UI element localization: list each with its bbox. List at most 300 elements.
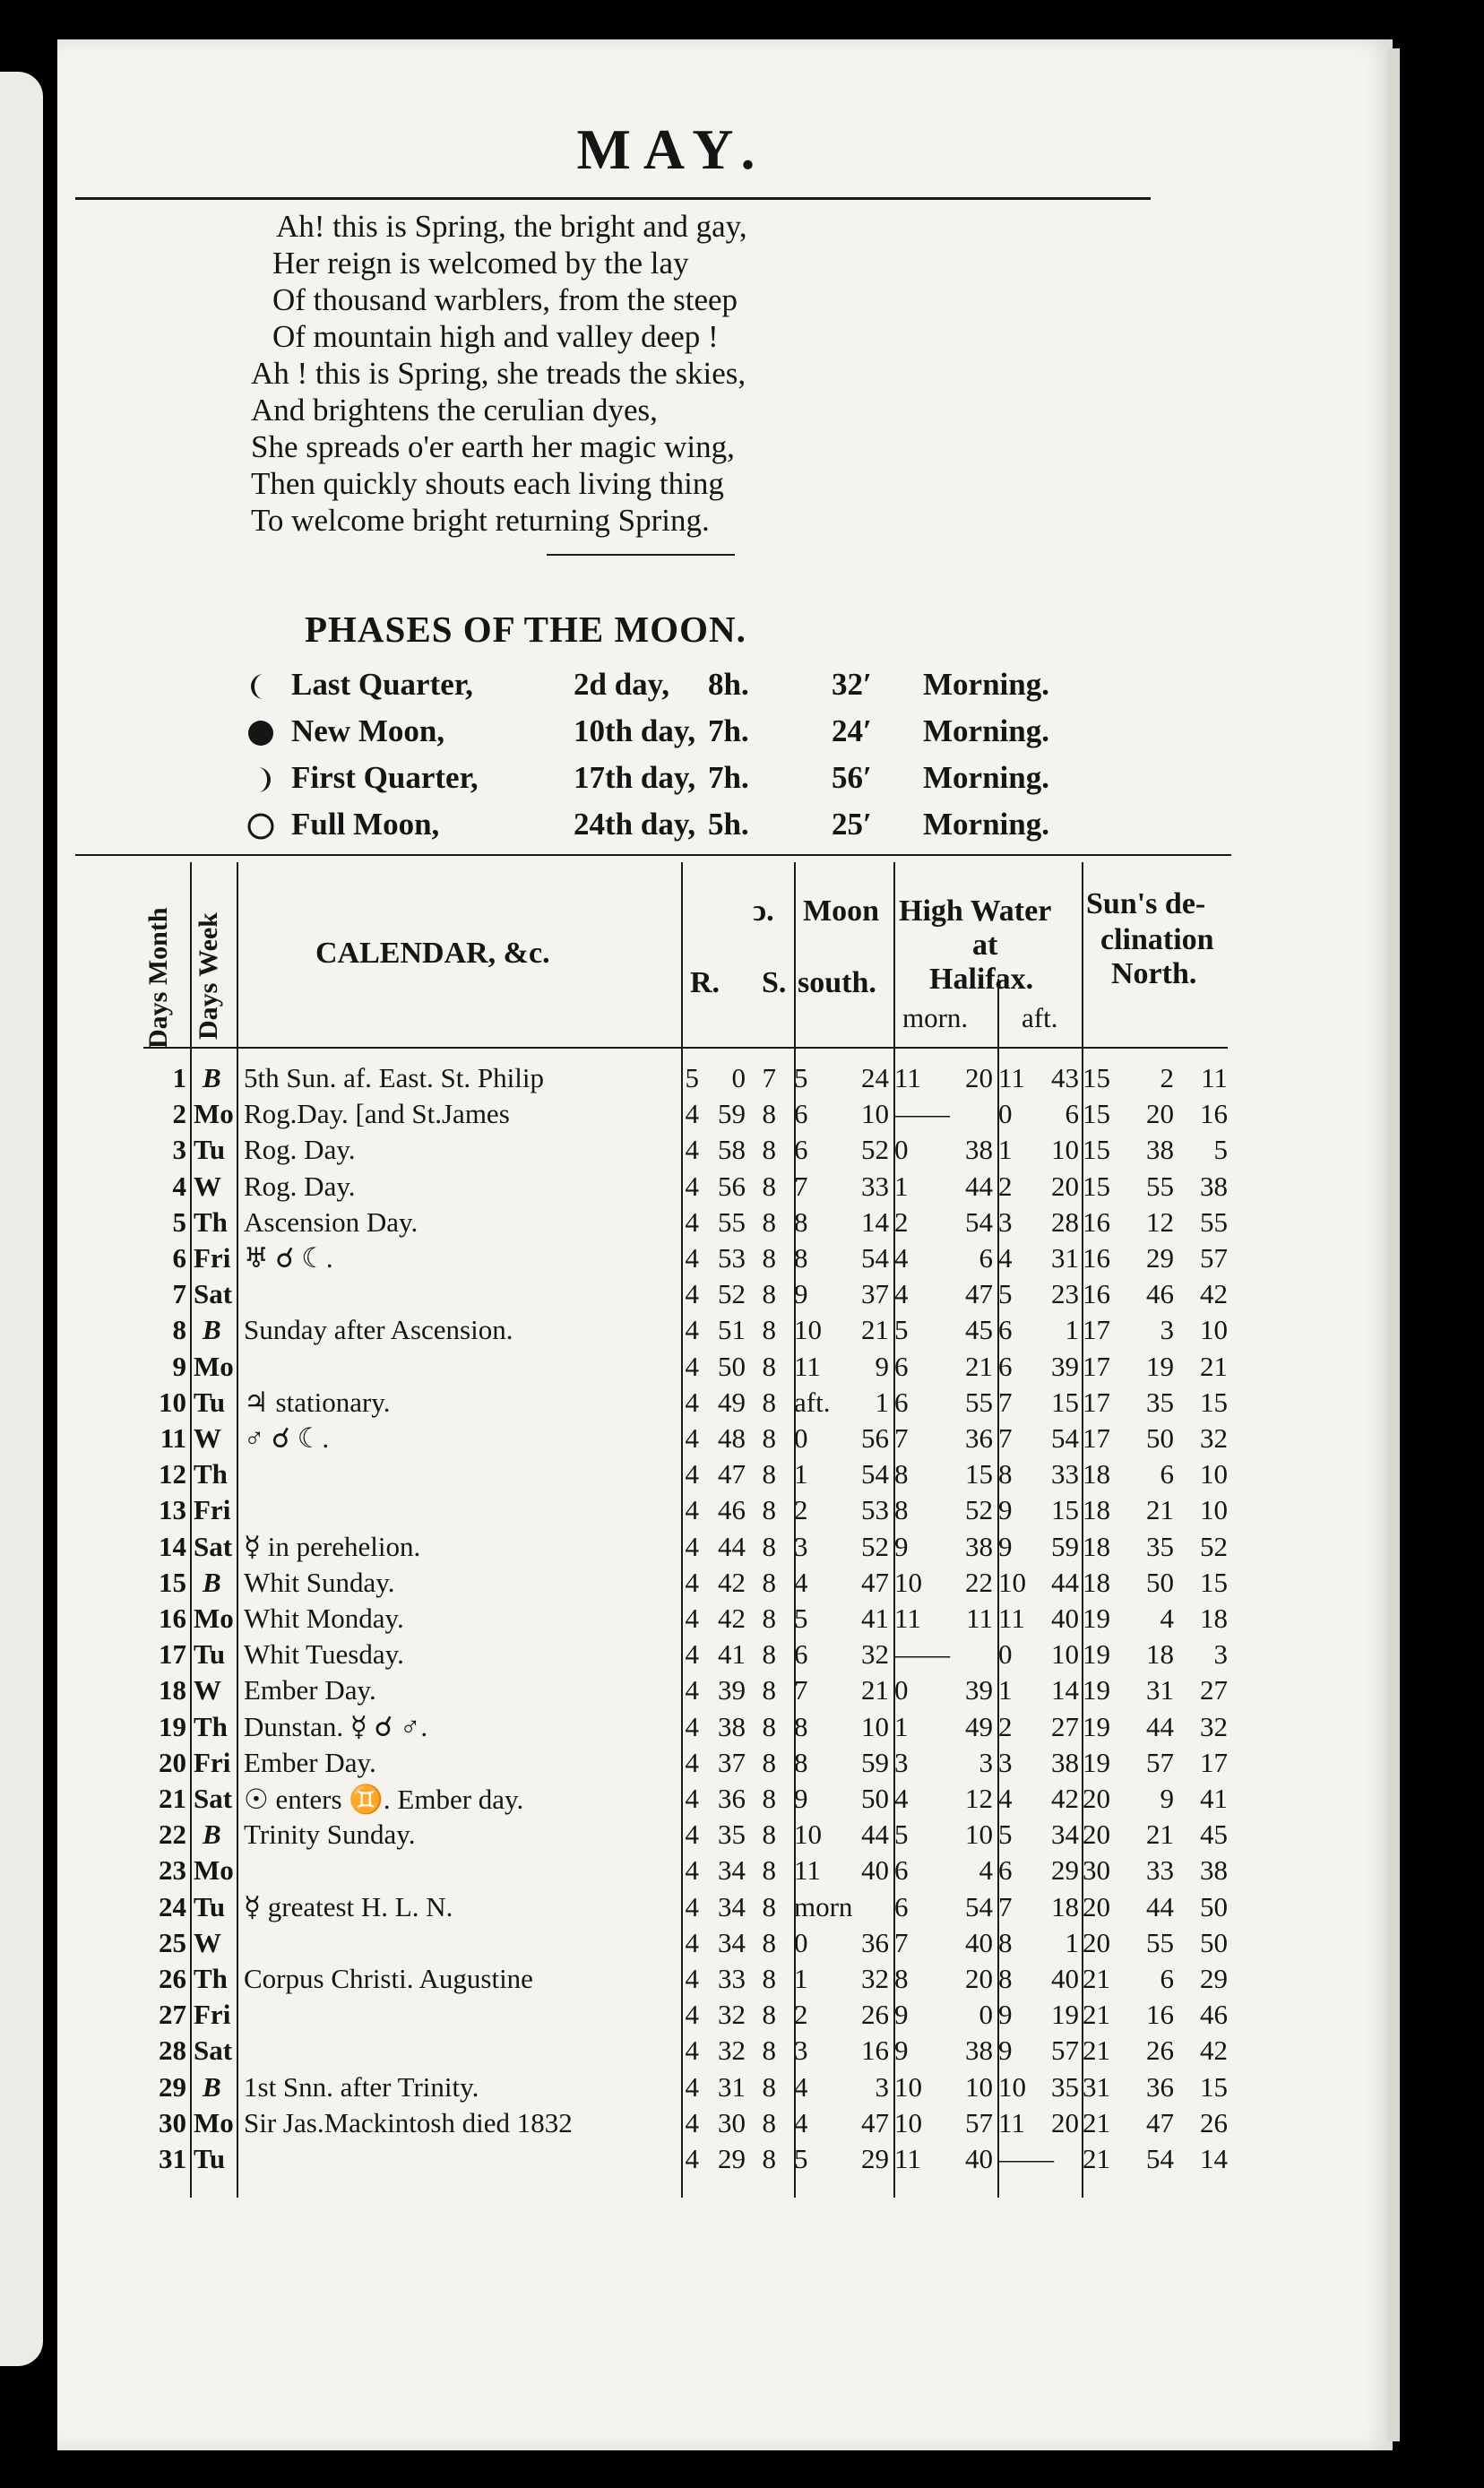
sun-rise-m: 42 (718, 1566, 746, 1598)
decl-deg: 15 (1083, 1098, 1110, 1130)
moon-south-h: 7 (794, 1170, 808, 1202)
phase-m: 25′ (832, 807, 872, 842)
decl-sec: 55 (1200, 1205, 1228, 1238)
moon-south-m: 59 (861, 1746, 889, 1778)
moon-south-h: 8 (794, 1710, 808, 1742)
calendar-event: Ember Day. (244, 1674, 376, 1706)
decl-deg: 16 (1083, 1205, 1110, 1238)
decl-min: 19 (1146, 1350, 1174, 1382)
decl-sec: 11 (1201, 1062, 1228, 1093)
hw-morn-h: 7 (894, 1926, 909, 1958)
hw-morn-m: 57 (965, 2106, 993, 2138)
sun-set-h: 8 (762, 1746, 776, 1778)
decl-deg: 16 (1083, 1278, 1110, 1310)
calendar-event: 5th Sun. af. East. St. Philip (244, 1062, 544, 1093)
hw-aft-m: 40 (1051, 1963, 1079, 1994)
hw-morn-h: 8 (894, 1963, 909, 1994)
decl-sec: 45 (1200, 1818, 1228, 1851)
moon-south-h: 0 (794, 1926, 808, 1958)
sun-rise-m: 32 (718, 2034, 746, 2067)
hw-aft-m: 15 (1051, 1494, 1079, 1526)
poem-line: Her reign is welcomed by the lay (272, 246, 689, 281)
hw-morn-h: 4 (894, 1242, 909, 1274)
decl-sec: 14 (1200, 2143, 1228, 2174)
sun-rise-h: 4 (685, 1854, 699, 1887)
hw-aft-h: 5 (998, 1278, 1013, 1310)
poem-line: She spreads o'er earth her magic wing, (251, 429, 735, 464)
hw-aft-h: 3 (998, 1205, 1013, 1238)
phases-title: PHASES OF THE MOON. (305, 609, 746, 650)
moon-south-h: 8 (794, 1242, 808, 1274)
day-of-month: 16 (159, 1603, 186, 1634)
decl-deg: 21 (1083, 2106, 1110, 2138)
sun-set-h: 8 (762, 2034, 776, 2067)
declination-header: Sun's de- (1086, 887, 1206, 920)
sun-rise-h: 4 (685, 1710, 699, 1742)
sun-rise-h: 5 (685, 1062, 699, 1093)
hw-aft-h: 4 (998, 1242, 1013, 1274)
sun-set-h: 8 (762, 1818, 776, 1851)
hw-aft-h: 8 (998, 1963, 1013, 1994)
moon-south-m: 29 (861, 2143, 889, 2174)
day-of-week: Th (194, 1710, 228, 1742)
hw-aft-m: 57 (1051, 2034, 1079, 2067)
hw-aft-m: 31 (1051, 1242, 1079, 1274)
hw-morn-h: 8 (894, 1458, 909, 1490)
moon-south-m: 24 (861, 1062, 889, 1093)
hw-aft-h: 6 (998, 1350, 1013, 1382)
decl-min: 21 (1146, 1818, 1174, 1851)
hw-morn-m: 20 (965, 1963, 993, 1994)
hw-morn-h: 9 (894, 1530, 909, 1562)
decl-min: 47 (1146, 2106, 1174, 2138)
decl-min: 21 (1146, 1494, 1174, 1526)
decl-sec: 29 (1200, 1963, 1228, 1994)
sun-rise-h: 4 (685, 1422, 699, 1454)
hw-morn-h: 7 (894, 1422, 909, 1454)
hw-morn-m: 40 (965, 1926, 993, 1958)
sun-rise-m: 32 (718, 1999, 746, 2031)
hw-morn-m: 36 (965, 1422, 993, 1454)
decl-sec: 52 (1200, 1530, 1228, 1562)
sun-rise-h: 4 (685, 1494, 699, 1526)
new-moon-icon (246, 718, 276, 748)
phase-h: 5h. (708, 807, 749, 842)
hw-aft-h: 2 (998, 1170, 1013, 1202)
hw-morn-m: 0 (979, 1999, 993, 2031)
sun-rise-h: 4 (685, 1963, 699, 1994)
hw-morn-h: 10 (894, 1566, 922, 1598)
decl-min: 50 (1146, 1566, 1174, 1598)
phase-when: Morning. (923, 713, 1049, 748)
sun-rise-m: 35 (718, 1818, 746, 1851)
decl-sec: 41 (1200, 1783, 1228, 1814)
day-of-month: 5 (172, 1205, 186, 1238)
hw-morn-h: 4 (894, 1278, 909, 1310)
hw-morn-h: 10 (894, 2070, 922, 2103)
decl-min: 2 (1160, 1062, 1174, 1093)
decl-deg: 16 (1083, 1242, 1110, 1274)
day-of-week: Mo (194, 1098, 234, 1130)
sun-rise-h: 4 (685, 2070, 699, 2103)
decl-deg: 18 (1083, 1530, 1110, 1562)
sun-rise-m: 37 (718, 1746, 746, 1778)
day-of-week: Tu (194, 2143, 226, 2174)
hw-morn-m: 21 (965, 1350, 993, 1382)
decl-sec: 32 (1200, 1710, 1228, 1742)
phase-m: 32′ (832, 667, 872, 702)
decl-sec: 42 (1200, 2034, 1228, 2067)
day-of-month: 24 (159, 1890, 186, 1922)
sun-set-h: 8 (762, 1278, 776, 1310)
hw-morn-h: 9 (894, 2034, 909, 2067)
hw-morn-m: 44 (965, 1170, 993, 1202)
decl-deg: 18 (1083, 1458, 1110, 1490)
set-header: S. (762, 966, 787, 999)
decl-deg: 21 (1083, 2034, 1110, 2067)
sun-rise-h: 4 (685, 1170, 699, 1202)
rise-header: R. (690, 966, 720, 999)
decl-deg: 19 (1083, 1638, 1110, 1671)
decl-deg: 17 (1083, 1314, 1110, 1346)
day-of-week: Th (194, 1963, 228, 1994)
calendar-event: Whit Sunday. (244, 1566, 395, 1598)
decl-sec: 15 (1200, 2070, 1228, 2103)
sun-set-h: 8 (762, 1926, 776, 1958)
hw-morn-h: 5 (894, 1314, 909, 1346)
day-of-week: Sat (194, 2034, 233, 2067)
phase-name: New Moon, (291, 713, 445, 748)
moon-south-h: 2 (794, 1494, 808, 1526)
moon-south-h: 9 (794, 1278, 808, 1310)
calendar-event: Sunday after Ascension. (244, 1314, 513, 1346)
sun-rise-h: 4 (685, 1783, 699, 1814)
day-of-week: Th (194, 1205, 228, 1238)
phase-name: First Quarter, (291, 760, 479, 795)
calendar-header: CALENDAR, &c. (315, 937, 550, 970)
decl-min: 57 (1146, 1746, 1174, 1778)
high-water-at: at (972, 929, 998, 962)
phase-h: 7h. (708, 760, 749, 795)
hw-aft-m: 34 (1051, 1818, 1079, 1851)
day-of-week: Tu (194, 1134, 226, 1166)
decl-deg: 20 (1083, 1890, 1110, 1922)
moon-south-m: 47 (861, 2106, 889, 2138)
day-of-month: 27 (159, 1999, 186, 2031)
day-of-month: 28 (159, 2034, 186, 2067)
day-of-week: Mo (194, 2106, 234, 2138)
decl-min: 46 (1146, 1278, 1174, 1310)
decl-deg: 18 (1083, 1494, 1110, 1526)
hw-morn-m: 15 (965, 1458, 993, 1490)
sun-rise-m: 47 (718, 1458, 746, 1490)
decl-sec: 46 (1200, 1999, 1228, 2031)
decl-min: 31 (1146, 1674, 1174, 1706)
decl-sec: 50 (1200, 1890, 1228, 1922)
hw-morn-m: 11 (966, 1603, 993, 1634)
decl-sec: 10 (1200, 1458, 1228, 1490)
left-facing-page (0, 72, 43, 2366)
moon-south-header: south. (798, 966, 876, 999)
decl-min: 55 (1146, 1170, 1174, 1202)
sun-set-h: 8 (762, 1350, 776, 1382)
moon-south-m: 47 (861, 1566, 889, 1598)
hw-morn-h: 4 (894, 1783, 909, 1814)
hw-aft-h: 5 (998, 1818, 1013, 1851)
decl-deg: 17 (1083, 1386, 1110, 1418)
sun-rise-m: 31 (718, 2070, 746, 2103)
sun-rise-h: 4 (685, 2143, 699, 2174)
hw-aft-h: 7 (998, 1386, 1013, 1418)
day-of-month: 26 (159, 1963, 186, 1994)
day-of-month: 30 (159, 2106, 186, 2138)
sun-rise-h: 4 (685, 1566, 699, 1598)
day-of-week: W (194, 1422, 221, 1454)
sun-rise-h: 4 (685, 1746, 699, 1778)
hw-aft-h: 2 (998, 1710, 1013, 1742)
decl-deg: 17 (1083, 1350, 1110, 1382)
table-header-rule (143, 1047, 1228, 1049)
sun-set-h: 8 (762, 1530, 776, 1562)
hw-morn-m: 40 (965, 2143, 993, 2174)
hw-morn-h: 5 (894, 1818, 909, 1851)
sun-rise-m: 58 (718, 1134, 746, 1166)
hw-aft-m: 23 (1051, 1278, 1079, 1310)
sun-rise-m: 48 (718, 1422, 746, 1454)
sun-rise-h: 4 (685, 1530, 699, 1562)
day-of-week: W (194, 1926, 221, 1958)
day-of-week: Sat (194, 1530, 233, 1562)
decl-min: 20 (1146, 1098, 1174, 1130)
hw-morn-h: 6 (894, 1854, 909, 1887)
sun-set-h: 8 (762, 1242, 776, 1274)
day-of-month: 2 (172, 1098, 186, 1130)
high-water-header: High Water (899, 894, 1052, 928)
high-water-aft: aft. (1022, 1002, 1058, 1033)
phase-day: 24th day, (574, 807, 696, 842)
calendar-event: ☉ enters ♊. Ember day. (244, 1784, 524, 1815)
day-of-month: 10 (159, 1386, 186, 1418)
hw-aft-h: 1 (998, 1134, 1013, 1166)
decl-min: 55 (1146, 1926, 1174, 1958)
moon-south-h: 6 (794, 1134, 808, 1166)
decl-min: 6 (1160, 1458, 1174, 1490)
calendar-event: Corpus Christi. Augustine (244, 1963, 533, 1994)
day-of-month: 9 (172, 1350, 186, 1382)
moon-south-m: 9 (875, 1350, 889, 1382)
moon-south-h: 5 (794, 1603, 808, 1634)
full-moon-icon (246, 811, 276, 842)
hw-morn-m: 55 (965, 1386, 993, 1418)
day-of-month: 29 (159, 2070, 186, 2103)
moon-south-h: aft. (794, 1386, 831, 1418)
decl-sec: 42 (1200, 1278, 1228, 1310)
moon-south-m: 37 (861, 1278, 889, 1310)
hw-morn-m: 52 (965, 1494, 993, 1526)
sun-set-h: 8 (762, 1386, 776, 1418)
moon-south-m: 10 (861, 1098, 889, 1130)
hw-morn-h: 0 (894, 1134, 909, 1166)
hw-morn-m: 10 (965, 2070, 993, 2103)
phases-rule (547, 554, 735, 556)
calendar-event: Whit Monday. (244, 1603, 404, 1634)
decl-min: 33 (1146, 1854, 1174, 1887)
hw-aft-m: 29 (1051, 1854, 1079, 1887)
decl-sec: 10 (1200, 1494, 1228, 1526)
hw-morn-h: 3 (894, 1746, 909, 1778)
day-of-month: 14 (159, 1530, 186, 1562)
sun-rise-m: 33 (718, 1963, 746, 1994)
hw-aft-m: 40 (1051, 1603, 1079, 1634)
hw-morn-h: 6 (894, 1350, 909, 1382)
hw-aft-m: 43 (1051, 1062, 1079, 1093)
hw-aft-h: 11 (998, 2106, 1025, 2138)
decl-sec: 38 (1200, 1170, 1228, 1202)
hw-aft-h: 10 (998, 1566, 1026, 1598)
sun-set-h: 8 (762, 1890, 776, 1922)
poem (215, 208, 1022, 539)
hw-aft-m: 35 (1051, 2070, 1079, 2103)
poem-line: To welcome bright returning Spring. (251, 503, 710, 538)
hw-aft-m: 59 (1051, 1530, 1079, 1562)
sun-rise-m: 34 (718, 1890, 746, 1922)
decl-deg: 31 (1083, 2070, 1110, 2103)
hw-aft-m: 10 (1051, 1134, 1079, 1166)
day-of-week: Mo (194, 1350, 234, 1382)
hw-morn-h: 11 (894, 1062, 921, 1093)
decl-deg: 19 (1083, 1710, 1110, 1742)
sun-set-h: 8 (762, 2070, 776, 2103)
day-of-week: Fri (194, 1999, 231, 2031)
decl-min: 35 (1146, 1530, 1174, 1562)
hw-morn-h: 9 (894, 1999, 909, 2031)
hw-morn-h: 0 (894, 1674, 909, 1706)
decl-min: 4 (1160, 1603, 1174, 1634)
sun-rise-m: 53 (718, 1242, 746, 1274)
day-of-week: Tu (194, 1638, 226, 1671)
hw-aft-h: 0 (998, 1098, 1013, 1130)
decl-min: 3 (1160, 1314, 1174, 1346)
sun-set-h: 8 (762, 1566, 776, 1598)
decl-min: 29 (1146, 1242, 1174, 1274)
moon-south-m: 52 (861, 1530, 889, 1562)
phase-h: 7h. (708, 713, 749, 748)
sun-rise-m: 59 (718, 1098, 746, 1130)
sun-set-h: 8 (762, 1314, 776, 1346)
day-of-month: 21 (159, 1783, 186, 1814)
sun-set-h: 8 (762, 1638, 776, 1671)
hw-aft-h: 11 (998, 1062, 1025, 1093)
hw-morn-h: —— (894, 1638, 950, 1671)
decl-deg: 21 (1083, 1963, 1110, 1994)
sun-set-h: 8 (762, 1134, 776, 1166)
hw-aft-m: 14 (1051, 1674, 1079, 1706)
hw-morn-h: 11 (894, 1603, 921, 1634)
sun-rise-h: 4 (685, 2106, 699, 2138)
calendar-event: ☿ greatest H. L. N. (244, 1890, 453, 1922)
phase-day: 17th day, (574, 760, 696, 795)
moon-south-h: 4 (794, 1566, 808, 1598)
day-of-week: B (203, 1566, 221, 1598)
decl-deg: 15 (1083, 1170, 1110, 1202)
poem-line: Of thousand warblers, from the steep (272, 282, 738, 317)
hw-morn-m: 49 (965, 1710, 993, 1742)
hw-aft-m: 1 (1065, 1926, 1079, 1958)
decl-sec: 26 (1200, 2106, 1228, 2138)
moon-south-h: 4 (794, 2070, 808, 2103)
phase-when: Morning. (923, 760, 1049, 795)
day-of-month: 20 (159, 1746, 186, 1778)
sun-set-h: 8 (762, 1674, 776, 1706)
hw-aft-h: 8 (998, 1458, 1013, 1490)
sun-rise-m: 38 (718, 1710, 746, 1742)
hw-morn-m: 22 (965, 1566, 993, 1598)
hw-aft-m: 42 (1051, 1783, 1079, 1814)
phase-day: 10th day, (574, 713, 696, 748)
phase-day: 2d day, (574, 667, 669, 702)
decl-sec: 18 (1200, 1603, 1228, 1634)
hw-aft-h: —— (998, 2143, 1054, 2174)
decl-min: 54 (1146, 2143, 1174, 2174)
hw-aft-h: 6 (998, 1314, 1013, 1346)
sun-rise-m: 55 (718, 1205, 746, 1238)
hw-morn-m: 3 (979, 1746, 993, 1778)
hw-morn-h: 10 (894, 2106, 922, 2138)
hw-morn-m: 6 (979, 1242, 993, 1274)
calendar-event: Rog. Day. (244, 1134, 356, 1166)
decl-sec: 10 (1200, 1314, 1228, 1346)
hw-aft-m: 19 (1051, 1999, 1079, 2031)
hw-aft-h: 8 (998, 1926, 1013, 1958)
hw-aft-h: 11 (998, 1603, 1025, 1634)
sun-header: ↄ. (753, 894, 774, 928)
sun-rise-h: 4 (685, 2034, 699, 2067)
decl-sec: 21 (1200, 1350, 1228, 1382)
hw-aft-h: 9 (998, 1530, 1013, 1562)
hw-morn-m: 20 (965, 1062, 993, 1093)
sun-rise-m: 46 (718, 1494, 746, 1526)
sun-set-h: 8 (762, 1783, 776, 1814)
hw-aft-h: 3 (998, 1746, 1013, 1778)
calendar-event: Rog. Day. (244, 1170, 356, 1202)
hw-aft-m: 33 (1051, 1458, 1079, 1490)
decl-deg: 19 (1083, 1746, 1110, 1778)
day-of-week: Mo (194, 1854, 234, 1887)
page-edge (1387, 48, 1400, 2441)
sun-rise-h: 4 (685, 1386, 699, 1418)
sun-rise-h: 4 (685, 1926, 699, 1958)
moon-south-m: 52 (861, 1134, 889, 1166)
sun-rise-m: 44 (718, 1530, 746, 1562)
poem-line: Ah ! this is Spring, she treads the skies, (251, 356, 746, 391)
sun-set-h: 8 (762, 1458, 776, 1490)
first-quarter-icon (246, 765, 276, 795)
moon-south-h: 10 (794, 1314, 822, 1346)
moon-south-h: 1 (794, 1458, 808, 1490)
phase-h: 8h. (708, 667, 749, 702)
hw-aft-m: 6 (1065, 1098, 1079, 1130)
hw-aft-m: 28 (1051, 1205, 1079, 1238)
hw-morn-m: 39 (965, 1674, 993, 1706)
sun-set-h: 8 (762, 2106, 776, 2138)
poem-line: Ah! this is Spring, the bright and gay, (276, 209, 747, 244)
calendar-event: Dunstan. ☿ ☌ ♂. (244, 1710, 428, 1742)
day-of-week: B (203, 1062, 221, 1093)
calendar-event: Ascension Day. (244, 1205, 418, 1238)
poem-line: Then quickly shouts each living thing (251, 466, 724, 501)
sun-rise-h: 4 (685, 1603, 699, 1634)
moon-south-h: 1 (794, 1963, 808, 1994)
